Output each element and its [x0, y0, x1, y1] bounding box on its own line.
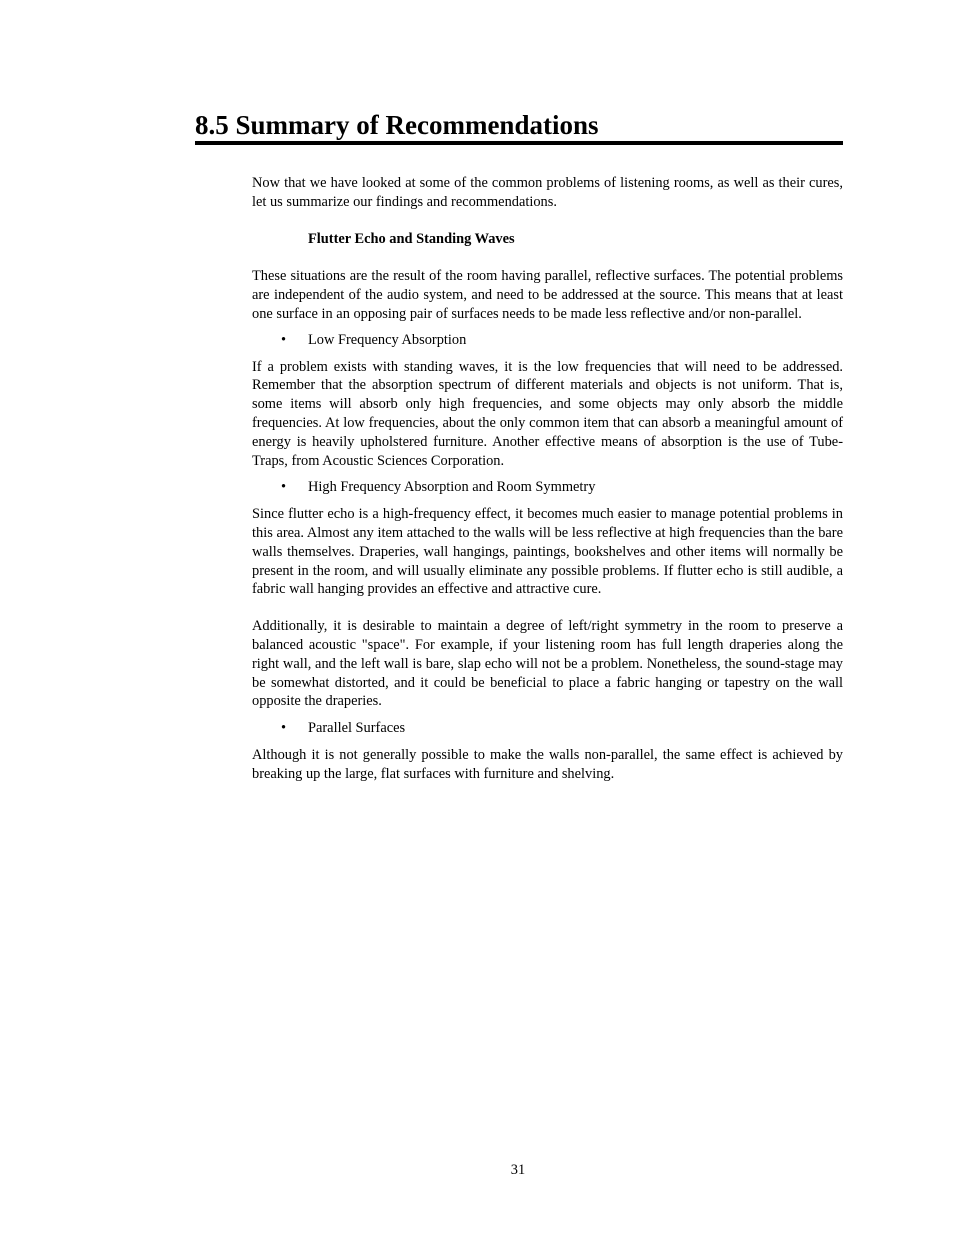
low-frequency-paragraph: If a problem exists with standing waves, it is the low frequencies that will need to be addressed. Remember that the absorption spectrum of different materials and objects is not uniform. That is, some items will absorb only high frequencies, and some objects may only absorb the middle frequencies. At low frequencies, about the only common item that can absorb a meaningful amount of energy is heavily upholstered furniture. Another effective means of absorption is the use of Tube-Traps, from Acoustic Sciences Corporation.	[252, 358, 843, 469]
intro-paragraph: Now that we have looked at some of the common problems of listening rooms, as well as their cures, let us summarize our findings and recommendations.	[252, 175, 843, 210]
subheading: Flutter Echo and Standing Waves	[308, 230, 515, 247]
bullet-icon: •	[281, 331, 287, 348]
bullet-icon: •	[281, 479, 287, 496]
bullet-label: Low Frequency Absorption	[308, 331, 467, 348]
parallel-surfaces-paragraph: Although it is not generally possible to make the walls non-parallel, the same effect is achieved by breaking up the large, flat surfaces with furniture and shelving.	[252, 746, 843, 782]
section-heading: 8.5 Summary of Recommendations	[195, 110, 599, 140]
bullet-label: High Frequency Absorption and Room Symmetry	[308, 479, 596, 496]
bullet-low-frequency	[252, 331, 843, 350]
heading-rule	[195, 141, 843, 145]
page-number: 31	[510, 1162, 526, 1178]
symmetry-paragraph: Additionally, it is desirable to maintain a degree of left/right symmetry in the room to preserve a balanced acoustic "space". For example, if your listening room has full length draperies along the right wall, and the left wall is bare, slap echo will not be a problem. Nonetheless, the sound-stage may be somewhat distorted, and it could be beneficial to place a fabric hanging or tapestry on the wall opposite the draperies.	[252, 618, 843, 710]
bullet-parallel-surfaces	[252, 719, 843, 738]
situations-paragraph: These situations are the result of the room having parallel, reflective surfaces. The potential problems are independent of the audio system, and need to be addressed at the source. This means that at least one surface in an opposing pair of surfaces needs to be made less reflective and/or non-parallel.	[252, 268, 843, 322]
body-text	[252, 174, 843, 784]
bullet-label: Parallel Surfaces	[308, 720, 406, 737]
high-frequency-paragraph: Since flutter echo is a high-frequency effect, it becomes much easier to manage potential problems in this area. Almost any item attached to the walls will be less reflective at high frequencies than the bare walls themselves. Draperies, wall hangings, paintings, bookshelves and other items will normally be present in the room, and will usually eliminate any possible problems. If flutter echo is still audible, a fabric wall hanging provides an effective and attractive cure.	[252, 506, 843, 598]
bullet-icon: •	[281, 720, 287, 737]
bullet-high-frequency	[252, 478, 843, 497]
